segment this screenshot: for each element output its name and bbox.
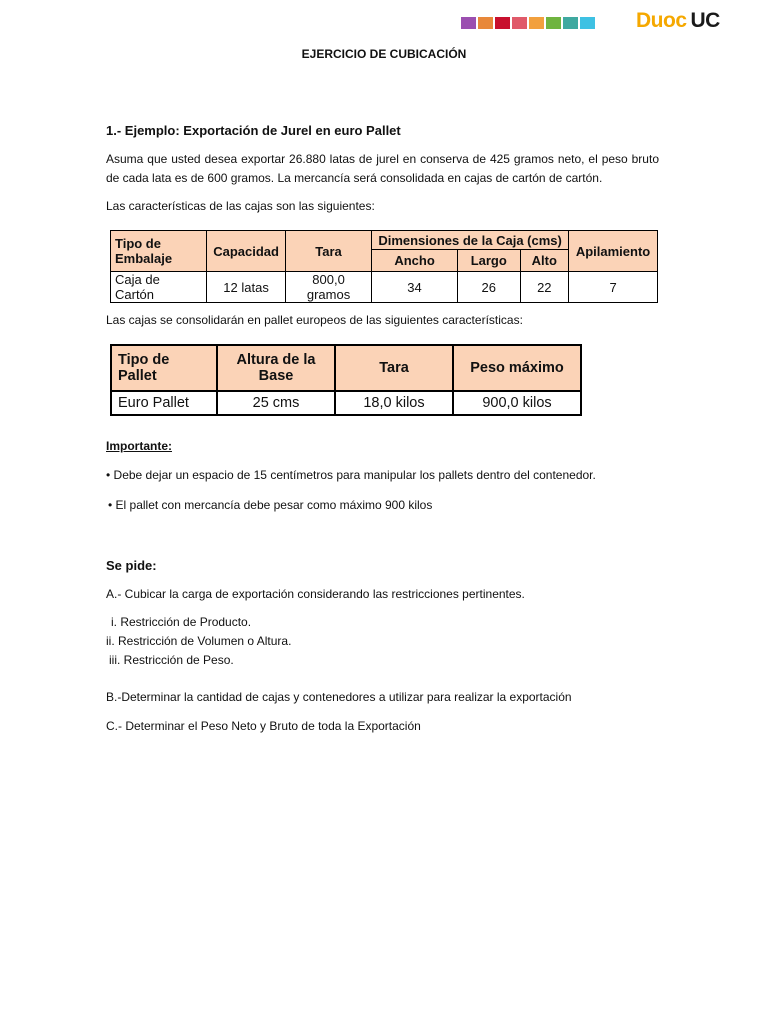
color-swatch (529, 17, 544, 29)
header-tipo-pallet: Tipo de Pallet (111, 345, 217, 391)
header-apilamiento: Apilamiento (569, 231, 658, 272)
task-a: A.- Cubicar la carga de exportación considerando las restricciones pertinentes. (106, 587, 525, 601)
pallet-intro-text: Las cajas se consolidarán en pallet europeos de las siguientes características: (106, 313, 523, 327)
header-alto: Alto (520, 250, 569, 272)
cell-tara: 800,0 gramos (286, 272, 372, 303)
task-a-item-iii: iii. Restricción de Peso. (109, 653, 234, 667)
importante-heading: Importante: (106, 439, 172, 453)
page-title: EJERCICIO DE CUBICACIÓN (301, 47, 467, 61)
color-swatch (478, 17, 493, 29)
color-swatch (461, 17, 476, 29)
header-largo: Largo (458, 250, 521, 272)
cell-alto: 22 (520, 272, 569, 303)
header-peso-maximo: Peso máximo (453, 345, 581, 391)
cell-largo: 26 (458, 272, 521, 303)
pallet-characteristics-table (110, 344, 582, 416)
cell-altura-base: 25 cms (217, 391, 335, 415)
task-c: C.- Determinar el Peso Neto y Bruto de toda la Exportación (106, 719, 421, 733)
header-tipo: Tipo de Embalaje (111, 231, 207, 272)
task-a-item-ii: ii. Restricción de Volumen o Altura. (106, 634, 292, 648)
importante-bullet-1: • Debe dejar un espacio de 15 centímetros para manipular los pallets dentro del contenedor. (106, 468, 596, 482)
logo-uc-text: UC (690, 9, 720, 32)
table-row (111, 272, 658, 303)
box-characteristics-table (110, 230, 658, 303)
color-swatch (495, 17, 510, 29)
cell-apilamiento: 7 (569, 272, 658, 303)
header-dimensiones: Dimensiones de la Caja (cms) (372, 231, 569, 250)
header-tara: Tara (286, 231, 372, 272)
cell-ancho: 34 (372, 272, 458, 303)
cell-tara-pallet: 18,0 kilos (335, 391, 453, 415)
intro-paragraph: Asuma que usted desea exportar 26.880 latas de jurel en conserva de 425 gramos neto, el peso bruto de cada lata es de 600 gramos. La mercancía será consolidada en cajas de cartón de cartón. (106, 152, 659, 185)
box-intro-text: Las características de las cajas son las siguientes: (106, 199, 375, 213)
header-altura-base: Altura de la Base (217, 345, 335, 391)
color-swatch (546, 17, 561, 29)
header-tara-pallet: Tara (335, 345, 453, 391)
duoc-uc-logo (636, 9, 720, 33)
header-capacidad: Capacidad (207, 231, 286, 272)
table-header-row (111, 345, 581, 391)
cell-tipo-pallet: Euro Pallet (111, 391, 217, 415)
table-row (111, 391, 581, 415)
logo-duoc-text: Duoc (636, 9, 687, 32)
section-heading: 1.- Ejemplo: Exportación de Jurel en euro Pallet (106, 123, 401, 138)
color-swatch (512, 17, 527, 29)
color-swatch (580, 17, 595, 29)
se-pide-heading: Se pide: (106, 558, 157, 573)
importante-bullet-2: • El pallet con mercancía debe pesar como máximo 900 kilos (108, 498, 433, 512)
brand-color-bar (461, 17, 595, 29)
header-ancho: Ancho (372, 250, 458, 272)
table-header-row (111, 231, 658, 250)
task-b: B.-Determinar la cantidad de cajas y contenedores a utilizar para realizar la exportación (106, 690, 572, 704)
cell-tipo: Caja de Cartón (111, 272, 207, 303)
color-swatch (563, 17, 578, 29)
cell-capacidad: 12 latas (207, 272, 286, 303)
cell-peso-maximo: 900,0 kilos (453, 391, 581, 415)
task-a-item-i: i. Restricción de Producto. (111, 615, 252, 629)
